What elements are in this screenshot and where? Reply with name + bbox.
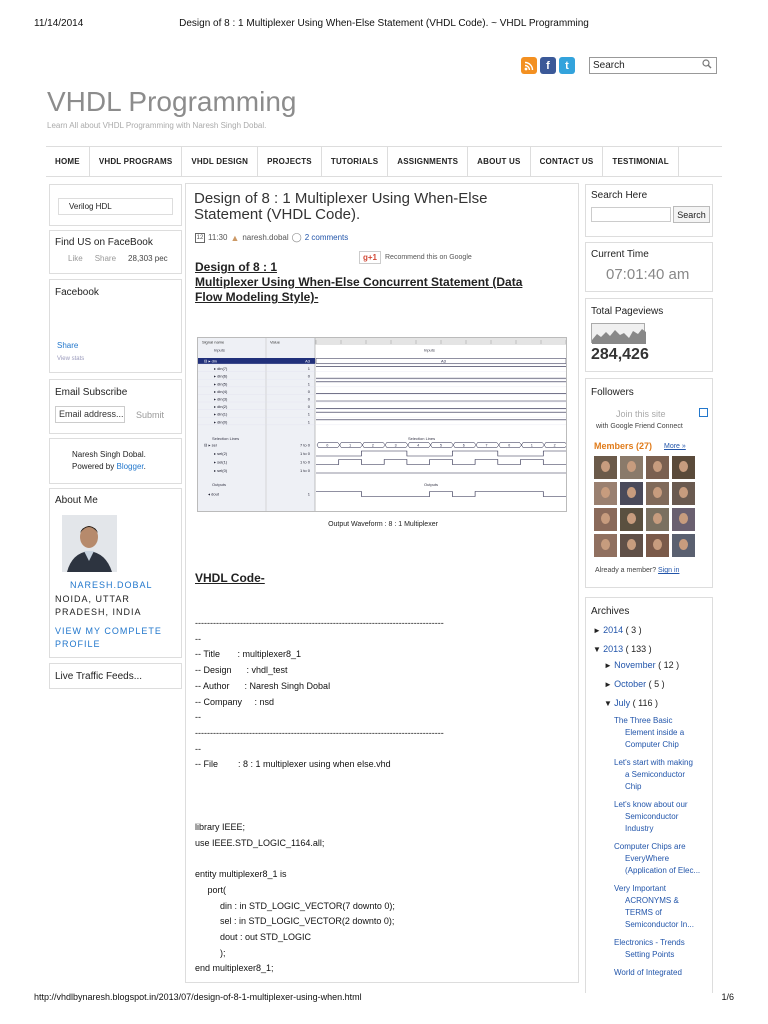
fb-widget-title: Find US on FaceBook: [55, 237, 153, 248]
archive-count: ( 3 ): [623, 625, 642, 635]
archive-count: ( 5 ): [646, 679, 665, 689]
archive-post-line[interactable]: Semiconductor: [625, 812, 679, 821]
code-line: -----------------------------------------------------------------------------------: [195, 727, 444, 738]
archive-post-line[interactable]: Electronics - Trends: [614, 938, 685, 947]
wave-sel-value: 1 to 0: [299, 459, 310, 465]
gplus-recommend: Recommend this on Google: [385, 254, 472, 261]
wave-sel-name: ⊟ ▸ sel: [204, 442, 217, 448]
wave-sel-name: ▸ sel(2): [214, 451, 228, 456]
search-widget: [585, 184, 713, 237]
top-search-placeholder: Search: [593, 60, 625, 71]
pageviews-widget: [585, 298, 713, 372]
wave-sel-bus-label: 1: [530, 443, 533, 448]
member-avatar-face: [601, 487, 610, 498]
code-line: dout : out STD_LOGIC: [195, 932, 312, 942]
gplus-button[interactable]: g+1: [359, 251, 381, 264]
blogger-link[interactable]: Blogger: [116, 462, 144, 471]
wave-signal-value: 1: [307, 366, 310, 372]
wave-sel-name: ▸ sel(0): [214, 468, 228, 473]
member-avatar[interactable]: [646, 534, 669, 557]
post-heading-1: Design of 8 : 1: [195, 260, 278, 274]
archive-post-line[interactable]: The Three Basic: [614, 716, 673, 725]
archive-post-line[interactable]: TERMS of: [625, 908, 662, 917]
about-me-location-1: NOIDA, UTTAR: [55, 594, 130, 604]
member-avatar[interactable]: [620, 508, 643, 531]
current-time-value: 07:01:40 am: [606, 266, 690, 283]
archive-post-link[interactable]: [614, 883, 714, 931]
archive-post-line[interactable]: Let's start with making: [614, 758, 693, 767]
archive-post-line[interactable]: Very Important: [614, 884, 667, 893]
member-avatar-face: [679, 513, 688, 524]
member-avatar-face: [601, 461, 610, 472]
member-avatar[interactable]: [620, 482, 643, 505]
wave-outputs-label: Outputs: [212, 482, 227, 487]
wave-signal-value: 0: [307, 404, 310, 410]
nav-vhdl-design[interactable]: VHDL DESIGN: [182, 147, 258, 176]
archive-post-link[interactable]: [614, 799, 714, 835]
sign-in-link[interactable]: Sign in: [658, 567, 680, 574]
gfc-text: with Google Friend Connect: [596, 423, 683, 430]
wave-signal-value: 1: [307, 381, 310, 387]
member-avatar-face: [653, 461, 662, 472]
archive-count: ( 133 ): [623, 644, 652, 654]
twitter-icon[interactable]: t: [559, 57, 575, 74]
wave-col-value: Value: [270, 339, 280, 345]
archive-item[interactable]: [593, 625, 642, 635]
code-line: library IEEE;: [195, 822, 246, 833]
about-me-widget: [49, 488, 182, 658]
archive-label[interactable]: 2013: [603, 644, 624, 654]
wave-sel-bus-label: 2: [553, 443, 556, 448]
about-me-name[interactable]: NARESH.DOBAL: [70, 580, 153, 590]
code-line: -- Title : multiplexer8_1: [195, 649, 302, 660]
wave-dout-value: 1: [307, 491, 310, 497]
attribution-widget: [49, 438, 182, 484]
member-avatar[interactable]: [672, 534, 695, 557]
wave-signal-name: ⊟ ▸ din: [204, 358, 217, 364]
comment-icon: ◯: [291, 232, 302, 242]
member-avatar-face: [627, 539, 636, 550]
archive-label[interactable]: November: [614, 660, 656, 670]
print-url: http://vhdlbynaresh.blogspot.in/2013/07/design-of-8-1-multiplexer-using-when.html: [34, 992, 362, 1002]
post-title-line-2: Statement (VHDL Code).: [194, 206, 361, 223]
code-line: );: [195, 947, 226, 958]
archive-item[interactable]: [604, 660, 679, 670]
members-more-link[interactable]: More »: [664, 443, 686, 450]
wave-sel-value: 1 to 0: [299, 451, 310, 456]
archives-widget: [585, 597, 713, 993]
member-avatar-face: [601, 513, 610, 524]
nav-tutorials[interactable]: TUTORIALS: [322, 147, 388, 176]
social-icons: [521, 57, 575, 74]
archive-post-line[interactable]: World of Integrated: [614, 968, 682, 977]
view-profile-link-1[interactable]: VIEW MY COMPLETE: [55, 626, 162, 636]
archives-title: Archives: [591, 606, 630, 617]
wave-signal-name: ▸ din(3): [214, 396, 228, 402]
post-meta: [195, 232, 348, 243]
member-avatar-face: [653, 539, 662, 550]
archive-item[interactable]: [593, 644, 652, 654]
archive-post-link[interactable]: [614, 841, 714, 877]
code-line: din : in STD_LOGIC_VECTOR(7 downto 0);: [195, 900, 395, 911]
wave-signal-name: ▸ din(6): [214, 373, 228, 379]
fb-share-button[interactable]: Share: [94, 254, 117, 263]
attribution-author: Naresh Singh Dobal.: [72, 450, 146, 459]
wave-signal-value: 1: [307, 411, 310, 417]
nav-home[interactable]: HOME: [46, 147, 90, 176]
print-page-number: 1/6: [721, 992, 734, 1002]
wave-signal-name: ▸ din(5): [214, 381, 228, 387]
followers-widget: [585, 378, 713, 588]
wave-sel-bus-label: 3: [394, 443, 397, 448]
about-me-location-2: PRADESH, INDIA: [55, 607, 142, 617]
member-avatar[interactable]: [672, 508, 695, 531]
wave-bus-value: A3: [441, 358, 446, 364]
nav-projects[interactable]: PROJECTS: [258, 147, 322, 176]
archive-post-line[interactable]: Setting Points: [625, 950, 675, 959]
archive-count: ( 12 ): [655, 660, 680, 670]
triangle-down-icon[interactable]: ▼: [593, 645, 604, 654]
archive-label[interactable]: 2014: [603, 625, 624, 635]
archive-post-line[interactable]: ACRONYMS &: [625, 896, 679, 905]
archive-item[interactable]: [604, 698, 658, 708]
member-avatar-face: [653, 487, 662, 498]
live-traffic-widget: [49, 663, 182, 689]
archive-post-line[interactable]: Computer Chips are: [614, 842, 686, 851]
wave-signal-name: ▸ din(4): [214, 388, 228, 394]
wave-sel-bus-label: 5: [440, 443, 442, 448]
member-avatar[interactable]: [594, 482, 617, 505]
archive-post-line[interactable]: Element inside a: [625, 728, 685, 737]
rss-icon[interactable]: [521, 57, 537, 74]
wave-selection-label-right: Selection Lines: [408, 436, 436, 441]
archive-post-line[interactable]: a Semiconductor: [625, 770, 686, 779]
wave-col-signal: Signal name: [202, 339, 225, 345]
post-comments-link[interactable]: 2 comments: [304, 233, 349, 242]
post-time: 11:30: [208, 233, 228, 242]
blog-description: Learn All about VHDL Programming with Naresh Singh Dobal.: [47, 121, 267, 130]
wave-sel-bus-label: 7: [485, 443, 488, 448]
about-me-title: About Me: [55, 495, 98, 506]
member-avatar-face: [679, 487, 688, 498]
email-submit-button[interactable]: Submit: [136, 410, 165, 420]
pageviews-count: 284,426: [591, 346, 649, 363]
wave-sel-bus-label: 6: [462, 443, 465, 448]
members-count: Members (27): [594, 441, 653, 451]
archive-count: ( 116 ): [630, 698, 658, 708]
top-search-input[interactable]: [589, 57, 717, 74]
archive-post-line[interactable]: EveryWhere: [625, 854, 670, 863]
code-line: port(: [195, 884, 227, 895]
code-line: -- Company : nsd: [195, 696, 275, 707]
member-avatar[interactable]: [594, 456, 617, 479]
archive-post-line[interactable]: Chip: [625, 782, 642, 791]
print-header: [0, 18, 768, 34]
wave-inputs-label-right: Inputs: [424, 347, 435, 353]
wave-outputs-label-right: Outputs: [424, 482, 439, 487]
nav-testimonial[interactable]: TESTIMONIAL: [603, 147, 678, 176]
member-avatar-face: [601, 539, 610, 550]
archive-post-line[interactable]: (Application of Elec...: [625, 866, 701, 875]
wave-signal-value: A3: [305, 358, 310, 364]
verilog-widget: [49, 184, 182, 226]
verilog-button[interactable]: Verilog HDL: [58, 198, 173, 215]
wave-sel-value: 7 to 0: [299, 442, 310, 448]
facebook-widget-title: Facebook: [55, 287, 99, 298]
code-line: --: [195, 743, 201, 754]
author-photo[interactable]: [62, 515, 117, 572]
member-avatar[interactable]: [620, 456, 643, 479]
post-title-line-1: Design of 8 : 1 Multiplexer Using When-Else: [194, 190, 488, 207]
already-member-text: Already a member?: [595, 567, 657, 574]
code-line: entity multiplexer8_1 is: [195, 869, 287, 880]
blog-title[interactable]: VHDL Programming: [47, 86, 297, 117]
code-line: end multiplexer8_1;: [195, 963, 274, 974]
wave-sel-name: ▸ sel(1): [214, 459, 228, 465]
search-icon[interactable]: [702, 59, 712, 72]
waveform-image[interactable]: [197, 337, 567, 512]
waveform-svg: [198, 338, 567, 512]
wave-signal-value: 0: [307, 396, 310, 402]
member-avatar-face: [627, 513, 636, 524]
fb-like-count: 28,303 pec: [128, 254, 168, 263]
triangle-right-icon[interactable]: ►: [604, 661, 615, 670]
member-avatar[interactable]: [672, 482, 695, 505]
email-input[interactable]: Email address...: [55, 406, 125, 423]
archive-label[interactable]: July: [614, 698, 631, 708]
wave-signal-name: ▸ din(1): [214, 411, 228, 417]
member-avatar[interactable]: [620, 534, 643, 557]
wave-signal-name: ▸ din(2): [214, 404, 228, 410]
code-line: -- Design : vhdl_test: [195, 665, 288, 676]
pageviews-title: Total Pageviews: [591, 306, 664, 317]
code-line: --: [195, 712, 201, 723]
wave-inputs-label: Inputs: [214, 347, 225, 353]
wave-selection-label: Selection Lines: [212, 436, 240, 441]
powered-suffix: .: [143, 462, 146, 471]
archive-item[interactable]: [604, 679, 665, 689]
member-avatar-face: [627, 487, 636, 498]
code-line: -- Author : Naresh Singh Dobal: [195, 680, 331, 691]
archive-post-link[interactable]: [614, 757, 714, 793]
nav-contact-us[interactable]: CONTACT US: [531, 147, 604, 176]
member-avatar-face: [627, 461, 636, 472]
nav-assignments[interactable]: ASSIGNMENTS: [388, 147, 468, 176]
print-title: Design of 8 : 1 Multiplexer Using When-Else Statement (VHDL Code). ~ VHDL Programming: [179, 18, 589, 29]
wave-sel-value: 1 to 0: [299, 468, 310, 473]
nav-vhdl-programs[interactable]: VHDL PROGRAMS: [90, 147, 183, 176]
email-subscribe-title: Email Subscribe: [55, 387, 128, 398]
post-heading-2: Multiplexer Using When-Else Concurrent Statement (Data: [195, 275, 523, 289]
wave-sel-bus-label: 4: [417, 443, 420, 448]
member-avatar[interactable]: [594, 508, 617, 531]
followers-title: Followers: [591, 387, 634, 398]
nav-about-us[interactable]: ABOUT US: [468, 147, 530, 176]
current-time-widget: [585, 242, 713, 292]
code-line: -----------------------------------------------------------------------------------: [195, 618, 444, 628]
facebook-widget: [49, 279, 182, 373]
powered-by-text: Powered by: [72, 462, 115, 471]
member-avatar-face: [653, 513, 662, 524]
archive-post-line[interactable]: Industry: [625, 824, 654, 833]
code-heading: VHDL Code-: [195, 571, 265, 585]
member-avatar[interactable]: [646, 456, 669, 479]
join-site-link[interactable]: Join this site: [616, 409, 666, 419]
popout-icon[interactable]: [699, 408, 708, 417]
member-avatar-grid: [594, 456, 704, 557]
code-line: -- File : 8 : 1 multiplexer using when else.vhd: [195, 759, 391, 770]
pageviews-sparkline: [591, 323, 645, 343]
archive-post-link[interactable]: [614, 967, 714, 979]
triangle-down-icon[interactable]: ▼: [604, 699, 615, 708]
facebook-likebox-widget: [49, 230, 182, 274]
code-line: use IEEE.STD_LOGIC_1164.all;: [195, 837, 325, 848]
code-line: --: [195, 633, 201, 644]
sidebar-search-button[interactable]: Search: [673, 206, 710, 223]
wave-sel-bus-label: 2: [371, 443, 374, 448]
archive-post-link[interactable]: [614, 937, 714, 961]
post-container: [185, 183, 579, 983]
member-avatar[interactable]: [672, 456, 695, 479]
wave-signal-name: ▸ din(7): [214, 366, 228, 372]
archive-post-line[interactable]: Let's know about our: [614, 800, 688, 809]
member-avatar-face: [679, 539, 688, 550]
fb-share-link[interactable]: Share: [57, 341, 79, 350]
author-icon: ▲: [230, 232, 240, 243]
search-widget-title: Search Here: [591, 190, 648, 201]
live-traffic-title: Live Traffic Feeds...: [55, 671, 143, 682]
member-avatar[interactable]: [646, 508, 669, 531]
print-date: 11/14/2014: [34, 18, 84, 29]
sidebar-search-input[interactable]: [591, 207, 671, 222]
facebook-icon[interactable]: f: [540, 57, 556, 74]
triangle-right-icon[interactable]: ►: [593, 626, 604, 635]
post-heading-3: Flow Modeling Style)-: [195, 290, 319, 304]
fb-view-stats-link[interactable]: View stats: [57, 356, 85, 362]
archive-label[interactable]: October: [614, 679, 647, 689]
archive-post-line[interactable]: Computer Chip: [625, 740, 679, 749]
main-nav: [46, 146, 722, 177]
attribution-powered: [72, 462, 146, 471]
calendar-icon: 12: [196, 234, 204, 241]
wave-signal-value: 1: [307, 419, 310, 425]
wave-sel-bus-label: 1: [349, 443, 352, 448]
view-profile-link-2[interactable]: PROFILE: [55, 639, 101, 649]
code-line: sel : in STD_LOGIC_VECTOR(2 downto 0);: [195, 916, 395, 927]
fb-like-button[interactable]: Like: [68, 254, 83, 263]
archive-post-line[interactable]: Semiconductor In...: [625, 920, 694, 929]
post-title: [194, 191, 574, 223]
wave-signal-name: ▸ din(0): [214, 419, 228, 425]
archive-post-link[interactable]: [614, 715, 714, 751]
gplus-widget: [359, 251, 472, 264]
wave-dout-name: ◂ dout: [208, 491, 219, 497]
post-author[interactable]: naresh.dobal: [242, 233, 289, 242]
waveform-caption: Output Waveform : 8 : 1 Multiplexer: [328, 521, 438, 528]
wave-sel-bus-label: 0: [326, 443, 329, 448]
current-time-title: Current Time: [591, 249, 649, 260]
member-avatar[interactable]: [594, 534, 617, 557]
wave-sel-bus-label: 0: [508, 443, 511, 448]
email-subscribe-widget: [49, 379, 182, 434]
already-member: [595, 567, 679, 574]
member-avatar[interactable]: [646, 482, 669, 505]
wave-signal-value: 0: [307, 388, 310, 394]
wave-signal-value: 0: [307, 373, 310, 379]
member-avatar-face: [679, 461, 688, 472]
triangle-right-icon[interactable]: ►: [604, 680, 615, 689]
